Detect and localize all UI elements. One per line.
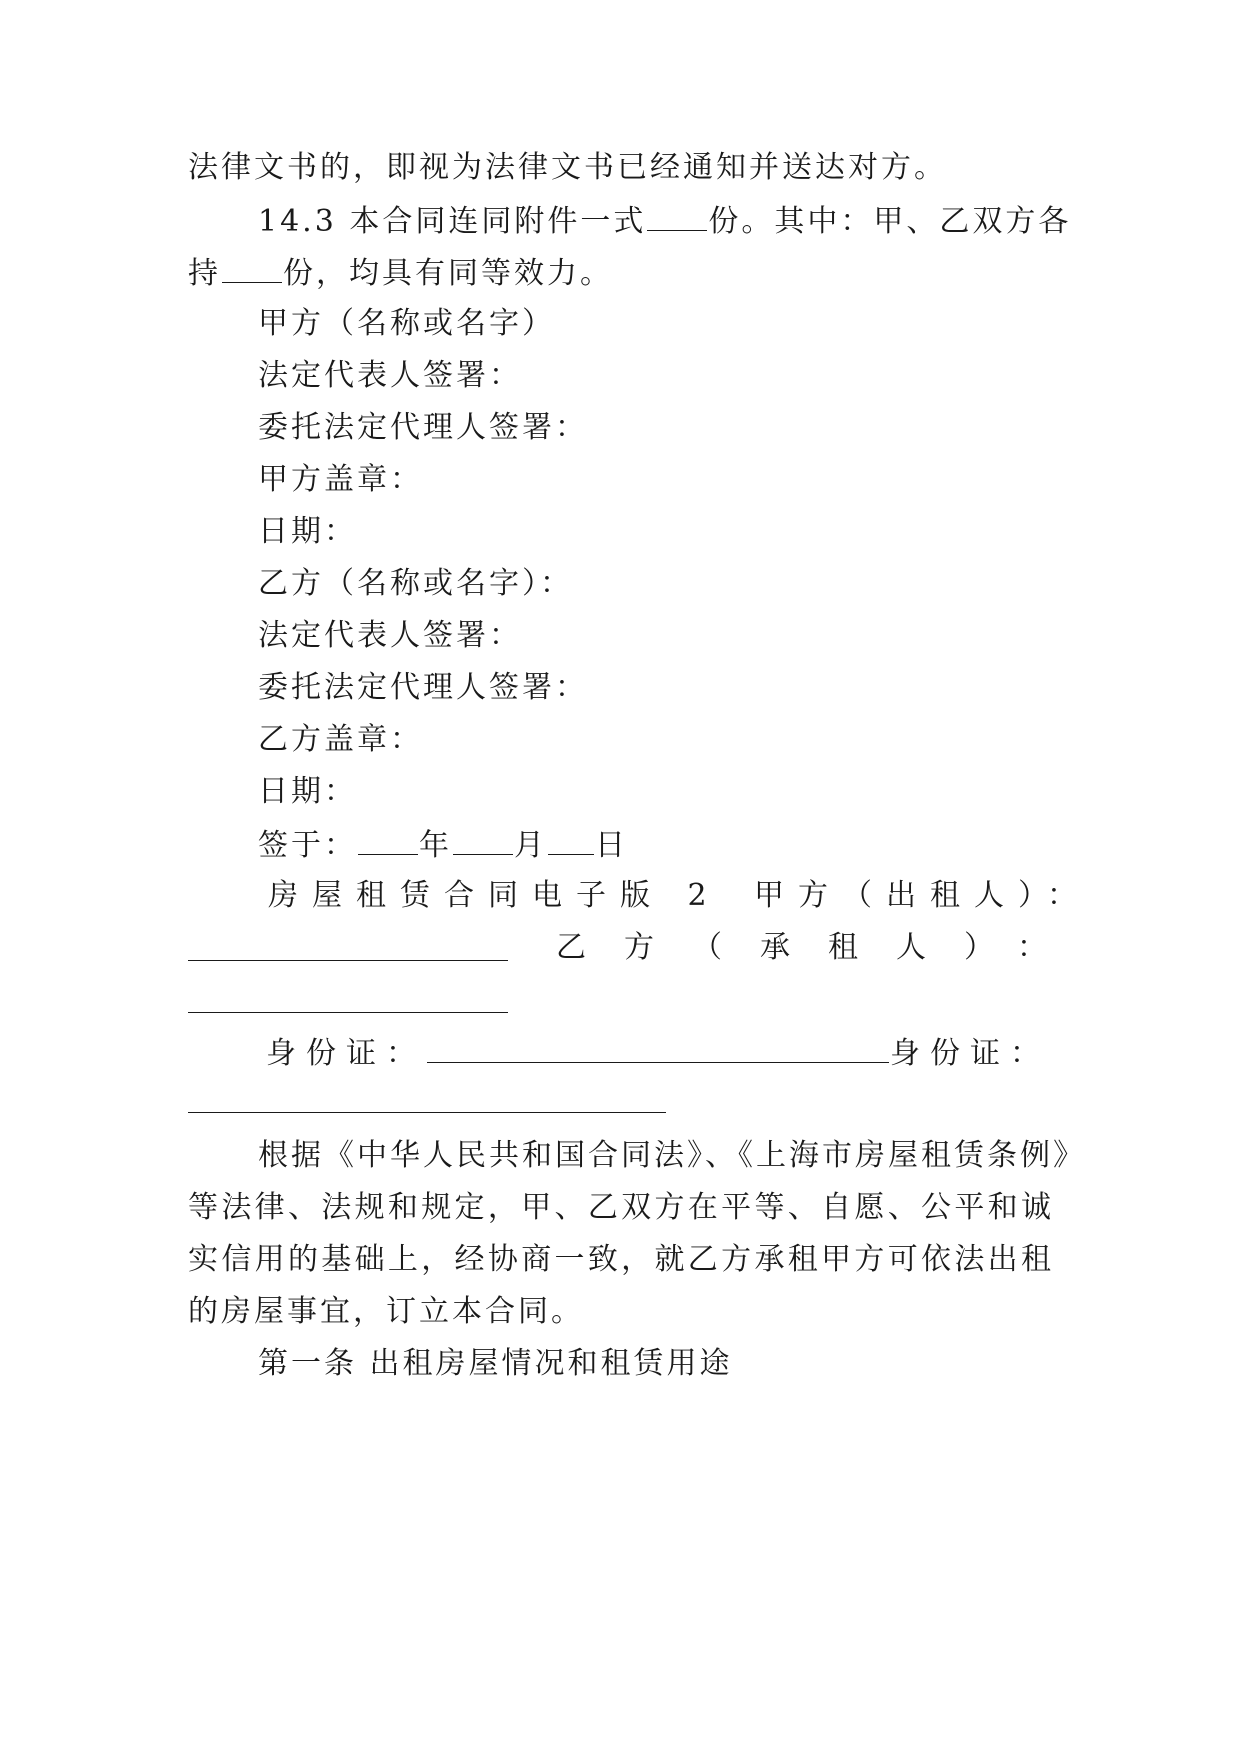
text: 第一条 出租房屋情况和租赁用途: [258, 1346, 733, 1381]
section-heading: [258, 1344, 1054, 1384]
text: 委托法定代理人签署：: [258, 410, 588, 445]
text: 年: [419, 828, 452, 863]
id-blank-b: [188, 1112, 666, 1113]
text: 法定代表人签署：: [258, 618, 522, 653]
text: 乙方（承租人）：: [556, 930, 1085, 965]
text-line: [188, 148, 1054, 188]
text: 委托法定代理人签署：: [258, 670, 588, 705]
party-a-seal: [258, 460, 1054, 500]
text-line: [188, 252, 1054, 294]
id-blank-a: [427, 1032, 889, 1063]
text: 甲方（名称或名字）: [258, 306, 555, 341]
text: 实信用的基础上，经协商一致，就乙方承租甲方可依法出租: [188, 1242, 1054, 1277]
party-a-name: [258, 304, 1054, 344]
month-blank: [453, 824, 513, 855]
blank-field: [222, 252, 282, 283]
id-label-b: 身份证：: [890, 1036, 1050, 1071]
party-b-lessee-blank: [188, 1012, 508, 1013]
year-blank: [358, 824, 418, 855]
text: 日期：: [258, 774, 357, 809]
text: 乙方（名称或名字）：: [258, 566, 573, 601]
text: 的房屋事宜，订立本合同。: [188, 1294, 584, 1329]
party-b-lessee-label: [556, 928, 1085, 968]
text: 乙方盖章：: [258, 722, 423, 757]
day-blank: [548, 824, 594, 855]
party-a-lessor-label: 甲方（出租人）：: [754, 878, 1091, 913]
party-b-date: [258, 772, 1054, 812]
party-a-lessor-blank: [188, 960, 508, 961]
text: 份。其中：甲、乙双方各: [708, 204, 1072, 239]
party-b-name: [258, 564, 1054, 604]
text: 持: [188, 256, 221, 291]
text: 日期：: [258, 514, 357, 549]
id-label-a: 身份证：: [266, 1036, 426, 1071]
text: 月: [514, 828, 547, 863]
party-a-legal-rep: [258, 356, 1054, 396]
text-line: [258, 200, 1072, 242]
paragraph-line: [188, 1188, 1054, 1228]
text: 法定代表人签署：: [258, 358, 522, 393]
text: 签于：: [258, 828, 357, 863]
text: 份，均具有同等效力。: [283, 256, 613, 291]
id-line: [266, 1032, 1054, 1074]
text: 根据《中华人民共和国合同法》、《上海市房屋租赁条例》: [258, 1138, 1086, 1173]
party-b-seal: [258, 720, 1054, 760]
contract-title-line: [268, 876, 1091, 916]
paragraph-line: [188, 1292, 1054, 1332]
party-a-date: [258, 512, 1054, 552]
blank-field: [647, 200, 707, 231]
contract-title: 房屋租赁合同电子版 2: [268, 878, 721, 913]
signing-date: [258, 824, 1054, 866]
party-b-agent: [258, 668, 1054, 708]
paragraph-line: [258, 1136, 1086, 1176]
party-a-agent: [258, 408, 1054, 448]
text: 等法律、法规和规定，甲、乙双方在平等、自愿、公平和诚: [188, 1190, 1054, 1225]
paragraph-line: [188, 1240, 1054, 1280]
text: 14.3 本合同连同附件一式: [258, 204, 647, 239]
text: 日: [595, 828, 628, 863]
party-b-legal-rep: [258, 616, 1054, 656]
text: 甲方盖章：: [258, 462, 423, 497]
text: 法律文书的，即视为法律文书已经通知并送达对方。: [188, 150, 947, 185]
